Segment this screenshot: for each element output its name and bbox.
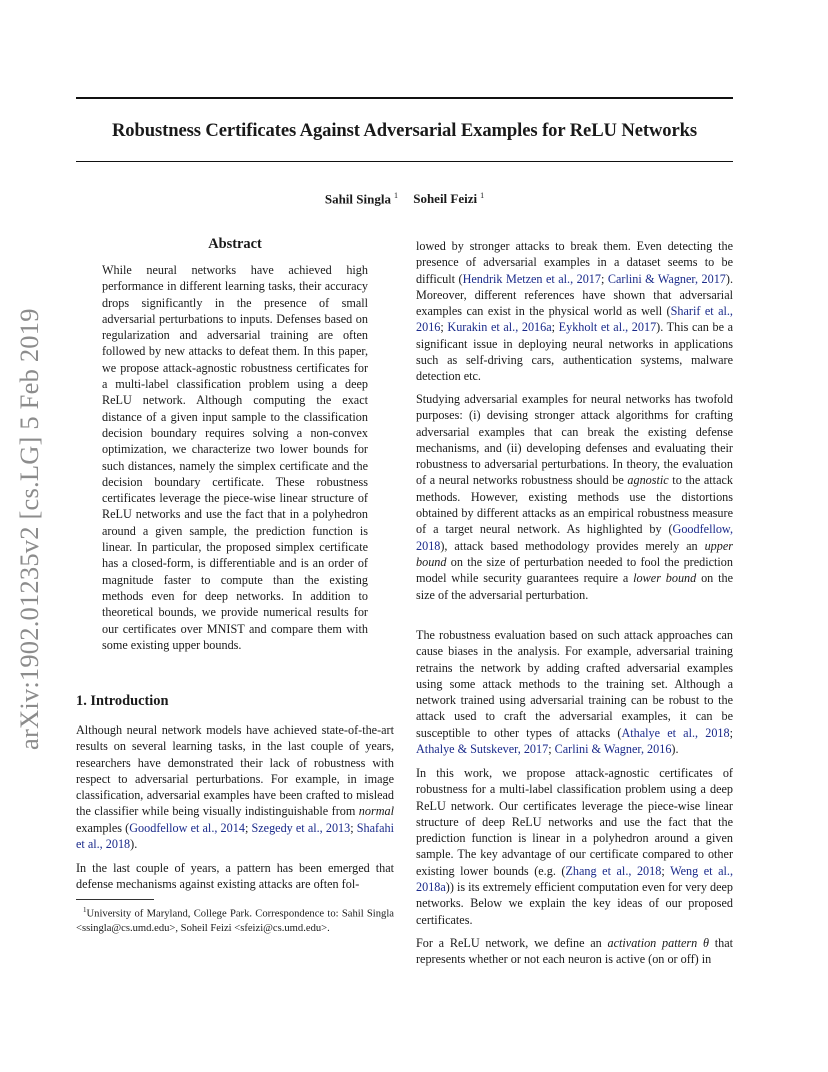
citation-link[interactable]: Eykholt et al., 2017 bbox=[558, 320, 657, 335]
body-paragraph: The robustness evaluation based on such attack approaches can cause biases in the analysis. For example, adversarial training retrains the network by adding crafted adversarial examples using some attack methods to the training set. Although a network trained using adversarial training can be robust to the attack used to craft the adversarial examples, it can be susceptible to other types of attacks (Athalye et al., 2018; Athalye & Sutskever, 2017; Carlini & Wagner, 2016). bbox=[416, 628, 734, 757]
citation-link[interactable]: Weng et al., 2018a bbox=[416, 863, 733, 895]
citation-link[interactable]: Goodfellow, 2018 bbox=[416, 522, 733, 553]
citation-link[interactable]: Kurakin et al., 2016a bbox=[447, 320, 552, 335]
intro-paragraph: In the last couple of years, a pattern has been emerged that defense mechanisms against existing attacks are often fol- bbox=[76, 861, 394, 892]
citation-link[interactable]: Athalye et al., 2018 bbox=[621, 725, 730, 740]
body-paragraph: For a ReLU network, we define an activation pattern θ that represents whether or not each neuron is active (on or off) in bbox=[416, 936, 733, 967]
intro-paragraph: Although neural network models have achieved state-of-the-art results on several learning tasks, in the last couple of years, researchers have demonstrated their lack of robustness with respect to adversarial perturbations. For example, in image classification, adversarial examples have been crafted to mislead the classifier while being visually indistinguishable from normal examples (Goodfellow et al., 2014; Szegedy et al., 2013; Shafahi et al., 2018). bbox=[76, 723, 394, 852]
citation-link[interactable]: Athalye & Sutskever, 2017 bbox=[416, 742, 549, 757]
author-name: Soheil Feizi bbox=[413, 191, 478, 207]
affiliation-footnote: $^1$University of Maryland, College Park. Correspondence to: Sahil Singla <ssingla@cs.umd.edu>, Soheil Feizi <sfeizi@cs.umd.edu>. bbox=[76, 906, 394, 934]
author-name: Sahil Singla bbox=[324, 191, 391, 207]
author-list bbox=[76, 191, 733, 207]
title-rule-bottom bbox=[76, 161, 733, 162]
citation-link[interactable]: Carlini & Wagner, 2016 bbox=[554, 742, 672, 757]
citation-link[interactable]: Shafahi et al., 2018 bbox=[76, 820, 394, 852]
body-paragraph: lowed by stronger attacks to break them. Even detecting the presence of adversarial examples in a dataset seems to be difficult (Hendrik Metzen et al., 2017; Carlini & Wagner, 2017). Moreover, different references have shown that adversarial examples can exist in the physical world as well (Sharif et al., 2016; Kurakin et al., 2016a; Eykholt et al., 2017). This can be a significant issue in deploying neural networks in applications such as self-driving cars, authentication systems, malware detection etc. bbox=[416, 239, 734, 384]
abstract-heading: Abstract bbox=[208, 236, 262, 252]
citation-link[interactable]: Goodfellow et al., 2014 bbox=[129, 820, 245, 835]
arxiv-identifier-stamp: arXiv:1902.01235v2 [cs.LG] 5 Feb 2019 bbox=[14, 308, 44, 750]
author-affiliation-marker: 1 bbox=[393, 191, 398, 200]
citation-link[interactable]: Hendrik Metzen et al., 2017 bbox=[462, 271, 601, 286]
body-paragraph: Studying adversarial examples for neural networks has twofold purposes: (i) devising stronger attack algorithms for crafting adversarial examples that can break the existing defense mechanisms, and (ii) developing defenses and evaluating their robustness to adversarial perturbations. In theory, the evaluation of a neural networks robustness should be agnostic to the attack methods. However, existing methods use the distortions obtained by different attacks as an empirical robustness measure of a target neural network. As highlighted by (Goodfellow, 2018), attack based methodology provides merely an upper bound on the size of perturbation needed to fool the prediction model while security guarantees require a lower bound on the size of the adversarial perturbation. bbox=[416, 392, 734, 602]
footnote-rule bbox=[76, 899, 154, 900]
section-heading-introduction: 1. Introduction bbox=[76, 693, 169, 709]
citation-link[interactable]: Zhang et al., 2018 bbox=[565, 863, 662, 878]
citation-link[interactable]: Carlini & Wagner, 2017 bbox=[607, 271, 726, 286]
citation-link[interactable]: Sharif et al., 2016 bbox=[416, 304, 733, 335]
citation-link[interactable]: Szegedy et al., 2013 bbox=[251, 820, 351, 835]
abstract-text: While neural networks have achieved high performance in different learning tasks, their accuracy drops significantly in the presence of small adversarial perturbations to inputs. Defenses based on regularization and adversarial training are often followed by new attacks to defeat them. In this paper, we propose attack-agnostic robustness certificates for a multi-label classification problem using a deep ReLU network. Although computing the exact distance of a given input sample to the classification decision boundary requires solving a non-convex optimization, we characterize two lower bounds for such distances, namely the simplex certificate and the decision boundary certificate. These robustness certificates leverage the piece-wise linear structure of ReLU networks and use the fact that in a polyhedron around a given sample, the prediction function is linear. In particular, the proposed simplex certificate has a closed-form, is differentiable and is an order of magnitude faster to compute than the existing methods even for deep networks. In addition to theoretical bounds, we provide numerical results for our certificates over MNIST and compare them with some existing upper bounds. bbox=[102, 263, 368, 652]
body-paragraph: In this work, we propose attack-agnostic certificates of robustness for a multi-label classification problem using a deep ReLU network. Our certificates leverage the piece-wise linear structure of deep ReLU networks and use the fact that the prediction function is linear in a polyhedron around a given sample. The key advantage of our certificate compared to other existing lower bounds (e.g. (Zhang et al., 2018; Weng et al., 2018a)) is its extremely efficient computation even for very deep networks. Below we explain the key ideas of our proposed certificates. bbox=[416, 766, 733, 927]
paper-title: Robustness Certificates Against Adversarial Examples for ReLU Networks bbox=[111, 120, 698, 141]
title-rule-top bbox=[76, 97, 733, 99]
author-affiliation-marker: 1 bbox=[480, 191, 485, 200]
